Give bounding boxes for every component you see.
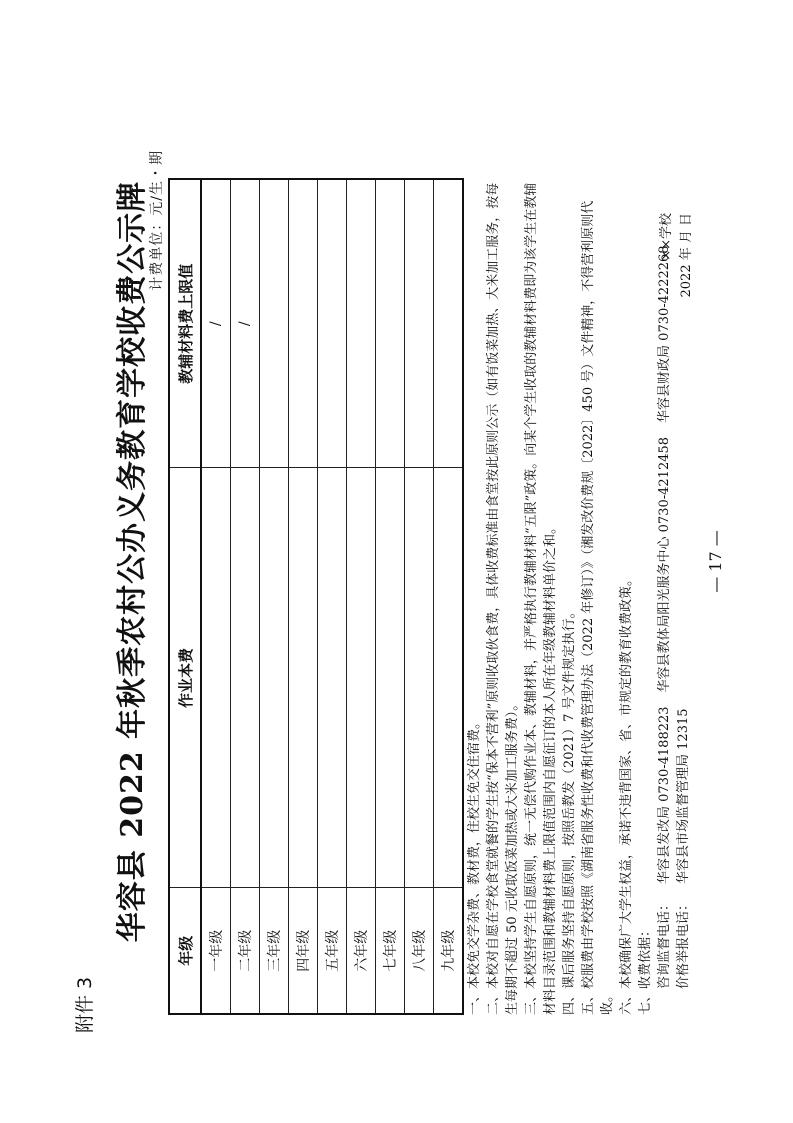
table-row	[201, 179, 231, 1014]
workbook-fee-cell	[434, 468, 464, 888]
table-row	[289, 179, 318, 1014]
billing-unit: 计费单位：元/生・期	[149, 150, 165, 291]
consult-phone: 华容县教体局阳光服务中心 0730-4212458	[657, 436, 672, 693]
header-workbook-fee: 作业本费	[169, 468, 201, 888]
table-row	[318, 179, 347, 1014]
fee-table	[168, 178, 464, 1015]
material-fee-cell	[405, 179, 434, 468]
table-row	[260, 179, 289, 1014]
note-item: 三、本校坚持学生自愿原则，统一无偿代购作业本、教辅材料，并严格执行教辅材料“五限”政策。向某个学生收取的教辅材料费即为该学生在教辅材料目录范围和教辅材料费上限值范围内自愿征订的本人所在年级教辅材料单价之和。	[524, 182, 558, 1015]
material-fee-cell	[318, 179, 347, 468]
table-row	[347, 179, 376, 1014]
grade-cell: 七年级	[376, 888, 405, 1014]
material-fee-cell: /	[201, 179, 231, 468]
page-title: 华容县 2022 年秋季农村公办义务教育学校收费公示牌	[115, 180, 150, 943]
page-number: — 17 —	[706, 530, 725, 593]
workbook-fee-cell	[289, 468, 318, 888]
workbook-fee-cell	[260, 468, 289, 888]
attachment-label: 附件 3	[74, 976, 96, 1033]
table-row	[376, 179, 405, 1014]
table-row	[405, 179, 434, 1014]
consult-label: 咨询监督电话：	[657, 897, 672, 989]
material-fee-cell: /	[231, 179, 260, 468]
grade-cell: 五年级	[318, 888, 347, 1014]
signature-date: 2022 年 月 日	[679, 213, 694, 298]
material-fee-cell	[260, 179, 289, 468]
grade-cell: 四年级	[289, 888, 318, 1014]
note-item: 六、本校确保广大学生权益，承诺不违背国家、省、市规定的教育收费政策。	[619, 572, 634, 1015]
table-row	[231, 179, 260, 1014]
workbook-fee-cell	[201, 468, 231, 888]
note-item: 五、校服费由学校按照《湖南省服务性收费和代收费管理办法（2022 年修订）》（湘发改价费规〔2022〕450 号）文件精神，不得营利原则代收。	[581, 200, 615, 1015]
grade-cell: 六年级	[347, 888, 376, 1014]
note-item: 七、收费依据：	[638, 923, 653, 1015]
workbook-fee-cell	[376, 468, 405, 888]
report-label: 价格举报电话：	[676, 897, 691, 989]
grade-cell: 八年级	[405, 888, 434, 1014]
consult-phone: 华容县发改局 0730-4188223	[657, 706, 672, 884]
table-header-row	[169, 179, 201, 1014]
workbook-fee-cell	[231, 468, 260, 888]
workbook-fee-cell	[347, 468, 376, 888]
grade-cell: 一年级	[201, 888, 231, 1014]
header-grade: 年级	[169, 888, 201, 1014]
table-row	[434, 179, 464, 1014]
material-fee-cell	[289, 179, 318, 468]
grade-cell: 二年级	[231, 888, 260, 1014]
report-phone: 华容县市场监督管理局 12315	[676, 708, 691, 884]
consult-phone: 华容县财政局 0730-4222268	[657, 245, 672, 423]
grade-cell: 三年级	[260, 888, 289, 1014]
header-material-fee-cap: 教辅材料费上限值	[169, 179, 201, 468]
material-fee-cell	[347, 179, 376, 468]
workbook-fee-cell	[405, 468, 434, 888]
grade-cell: 九年级	[434, 888, 464, 1014]
note-item: 四、课后服务坚持自愿原则，按照岳教发（2021）7 号文件规定执行。	[562, 605, 577, 1015]
workbook-fee-cell	[318, 468, 347, 888]
note-item: 一、本校免交学杂费、教材费，住校生免交住宿费。	[467, 715, 482, 1015]
signature-school: ××学校	[659, 213, 674, 261]
note-item: 二、本校对自愿在学校食堂就餐的学生按“保本不营利”原则收取伙食费，具体收费标准由食堂按此原则公示（如有饭菜加热、大米加工服务，按每生每期不超过 50 元收取饭菜加热或大米加工服务费）。	[486, 182, 520, 1015]
material-fee-cell	[434, 179, 464, 468]
material-fee-cell	[376, 179, 405, 468]
